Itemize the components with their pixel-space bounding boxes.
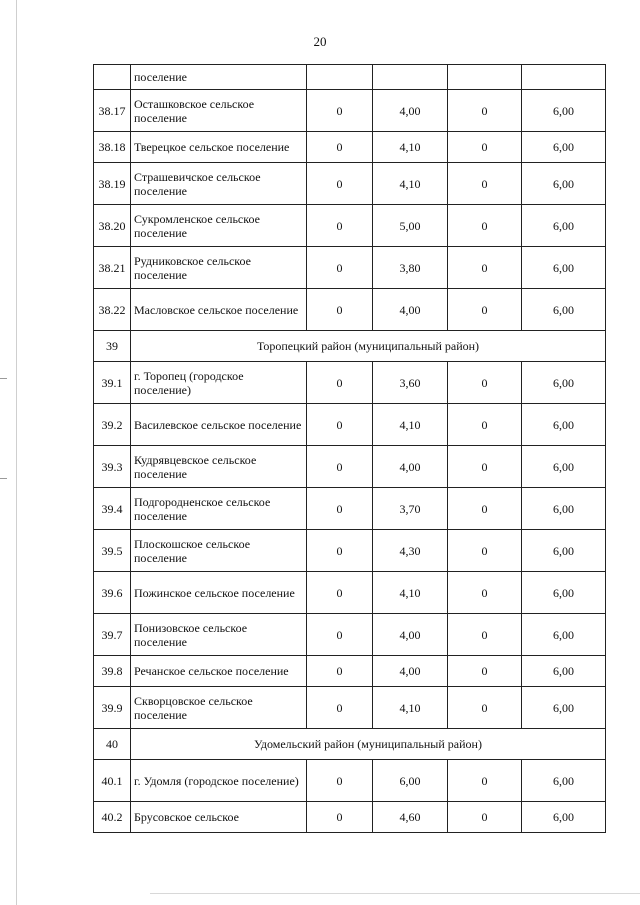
- value-col-3: 0: [448, 572, 522, 614]
- value-col-1: [307, 65, 373, 90]
- table-row: [94, 90, 606, 132]
- row-number: 38.21: [94, 247, 131, 289]
- settlement-name: г. Удомля (городское поселение): [131, 760, 307, 802]
- value-col-2: [373, 65, 448, 90]
- row-number: 39.6: [94, 572, 131, 614]
- value-col-1: 0: [307, 614, 373, 656]
- row-number: 38.22: [94, 289, 131, 331]
- value-col-3: 0: [448, 289, 522, 331]
- value-col-2: 6,00: [373, 760, 448, 802]
- settlement-name: Скворцовское сельское поселение: [131, 687, 307, 729]
- value-col-2: 3,60: [373, 362, 448, 404]
- table-row: [94, 572, 606, 614]
- value-col-4: 6,00: [522, 802, 606, 833]
- table-row: [94, 530, 606, 572]
- value-col-4: 6,00: [522, 163, 606, 205]
- value-col-3: 0: [448, 614, 522, 656]
- table-row: [94, 289, 606, 331]
- table-row: [94, 205, 606, 247]
- settlement-name: Брусовское сельское: [131, 802, 307, 833]
- row-number: 39.2: [94, 404, 131, 446]
- settlement-name: Осташковское сельское поселение: [131, 90, 307, 132]
- value-col-3: 0: [448, 488, 522, 530]
- row-number: 39.3: [94, 446, 131, 488]
- settlement-name: Плоскошское сельское поселение: [131, 530, 307, 572]
- settlement-name: г. Торопец (городское поселение): [131, 362, 307, 404]
- table-row: [94, 404, 606, 446]
- value-col-2: 4,30: [373, 530, 448, 572]
- value-col-2: 4,00: [373, 614, 448, 656]
- value-col-2: 4,10: [373, 132, 448, 163]
- value-col-1: 0: [307, 90, 373, 132]
- value-col-1: 0: [307, 687, 373, 729]
- settlement-name: Рудниковское сельское поселение: [131, 247, 307, 289]
- table-row: [94, 247, 606, 289]
- settlement-rates-table: [93, 64, 606, 833]
- scan-tick: [0, 478, 7, 479]
- value-col-1: 0: [307, 572, 373, 614]
- value-col-2: 4,00: [373, 289, 448, 331]
- value-col-3: 0: [448, 205, 522, 247]
- value-col-3: 0: [448, 802, 522, 833]
- settlement-name: Кудрявцевское сельское поселение: [131, 446, 307, 488]
- value-col-2: 4,10: [373, 572, 448, 614]
- value-col-4: 6,00: [522, 760, 606, 802]
- scan-bottom-line: [150, 893, 640, 894]
- value-col-4: 6,00: [522, 530, 606, 572]
- row-number: 38.17: [94, 90, 131, 132]
- value-col-3: 0: [448, 687, 522, 729]
- value-col-2: 4,10: [373, 687, 448, 729]
- value-col-4: 6,00: [522, 132, 606, 163]
- settlement-name: поселение: [131, 65, 307, 90]
- value-col-3: 0: [448, 530, 522, 572]
- row-number: 39.5: [94, 530, 131, 572]
- table-row: [94, 446, 606, 488]
- page-number: 20: [313, 34, 327, 49]
- row-number: 39.1: [94, 362, 131, 404]
- table-row: [94, 163, 606, 205]
- table-row: [94, 687, 606, 729]
- district-number: 39: [94, 331, 131, 362]
- row-number: 39.8: [94, 656, 131, 687]
- value-col-1: 0: [307, 205, 373, 247]
- value-col-3: 0: [448, 446, 522, 488]
- value-col-3: 0: [448, 163, 522, 205]
- settlement-name: Василевское сельское поселение: [131, 404, 307, 446]
- table-row: [94, 614, 606, 656]
- table-row: [94, 760, 606, 802]
- value-col-4: 6,00: [522, 572, 606, 614]
- value-col-2: 4,00: [373, 656, 448, 687]
- value-col-4: 6,00: [522, 362, 606, 404]
- row-number: 39.4: [94, 488, 131, 530]
- row-number: 38.18: [94, 132, 131, 163]
- row-number: 38.20: [94, 205, 131, 247]
- value-col-1: 0: [307, 132, 373, 163]
- value-col-2: 4,00: [373, 446, 448, 488]
- value-col-1: 0: [307, 247, 373, 289]
- value-col-3: [448, 65, 522, 90]
- row-number: 39.9: [94, 687, 131, 729]
- settlement-name: Понизовское сельское поселение: [131, 614, 307, 656]
- value-col-4: 6,00: [522, 614, 606, 656]
- value-col-1: 0: [307, 163, 373, 205]
- value-col-4: 6,00: [522, 90, 606, 132]
- district-title: Удомельский район (муниципальный район): [131, 729, 606, 760]
- district-row: [94, 331, 606, 362]
- row-number: 38.19: [94, 163, 131, 205]
- value-col-4: 6,00: [522, 289, 606, 331]
- settlement-name: Сукромленское сельское поселение: [131, 205, 307, 247]
- value-col-1: 0: [307, 488, 373, 530]
- scan-edge: [16, 0, 17, 905]
- value-col-2: 4,10: [373, 404, 448, 446]
- district-number: 40: [94, 729, 131, 760]
- table-row: [94, 488, 606, 530]
- value-col-1: 0: [307, 404, 373, 446]
- table-row: [94, 132, 606, 163]
- row-number: 39.7: [94, 614, 131, 656]
- value-col-1: 0: [307, 362, 373, 404]
- table-row: [94, 656, 606, 687]
- value-col-2: 3,80: [373, 247, 448, 289]
- value-col-4: 6,00: [522, 656, 606, 687]
- value-col-3: 0: [448, 362, 522, 404]
- row-number: 40.2: [94, 802, 131, 833]
- value-col-1: 0: [307, 656, 373, 687]
- table-row: [94, 362, 606, 404]
- settlement-name: Страшевичское сельское поселение: [131, 163, 307, 205]
- value-col-2: 5,00: [373, 205, 448, 247]
- value-col-3: 0: [448, 656, 522, 687]
- value-col-4: 6,00: [522, 446, 606, 488]
- settlement-name: Тверецкое сельское поселение: [131, 132, 307, 163]
- value-col-2: 4,60: [373, 802, 448, 833]
- value-col-2: 4,00: [373, 90, 448, 132]
- value-col-1: 0: [307, 802, 373, 833]
- value-col-4: [522, 65, 606, 90]
- value-col-4: 6,00: [522, 687, 606, 729]
- value-col-1: 0: [307, 760, 373, 802]
- value-col-2: 3,70: [373, 488, 448, 530]
- scan-tick: [0, 378, 7, 379]
- settlement-name: Подгородненское сельское поселение: [131, 488, 307, 530]
- value-col-1: 0: [307, 530, 373, 572]
- value-col-3: 0: [448, 760, 522, 802]
- settlement-name: Речанское сельское поселение: [131, 656, 307, 687]
- value-col-3: 0: [448, 247, 522, 289]
- table-row: [94, 65, 606, 90]
- row-number: [94, 65, 131, 90]
- value-col-3: 0: [448, 132, 522, 163]
- value-col-1: 0: [307, 289, 373, 331]
- value-col-2: 4,10: [373, 163, 448, 205]
- district-row: [94, 729, 606, 760]
- settlement-name: Масловское сельское поселение: [131, 289, 307, 331]
- value-col-4: 6,00: [522, 247, 606, 289]
- value-col-4: 6,00: [522, 404, 606, 446]
- value-col-3: 0: [448, 404, 522, 446]
- value-col-4: 6,00: [522, 205, 606, 247]
- settlement-name: Пожинское сельское поселение: [131, 572, 307, 614]
- district-title: Торопецкий район (муниципальный район): [131, 331, 606, 362]
- value-col-4: 6,00: [522, 488, 606, 530]
- table-row: [94, 802, 606, 833]
- row-number: 40.1: [94, 760, 131, 802]
- value-col-1: 0: [307, 446, 373, 488]
- value-col-3: 0: [448, 90, 522, 132]
